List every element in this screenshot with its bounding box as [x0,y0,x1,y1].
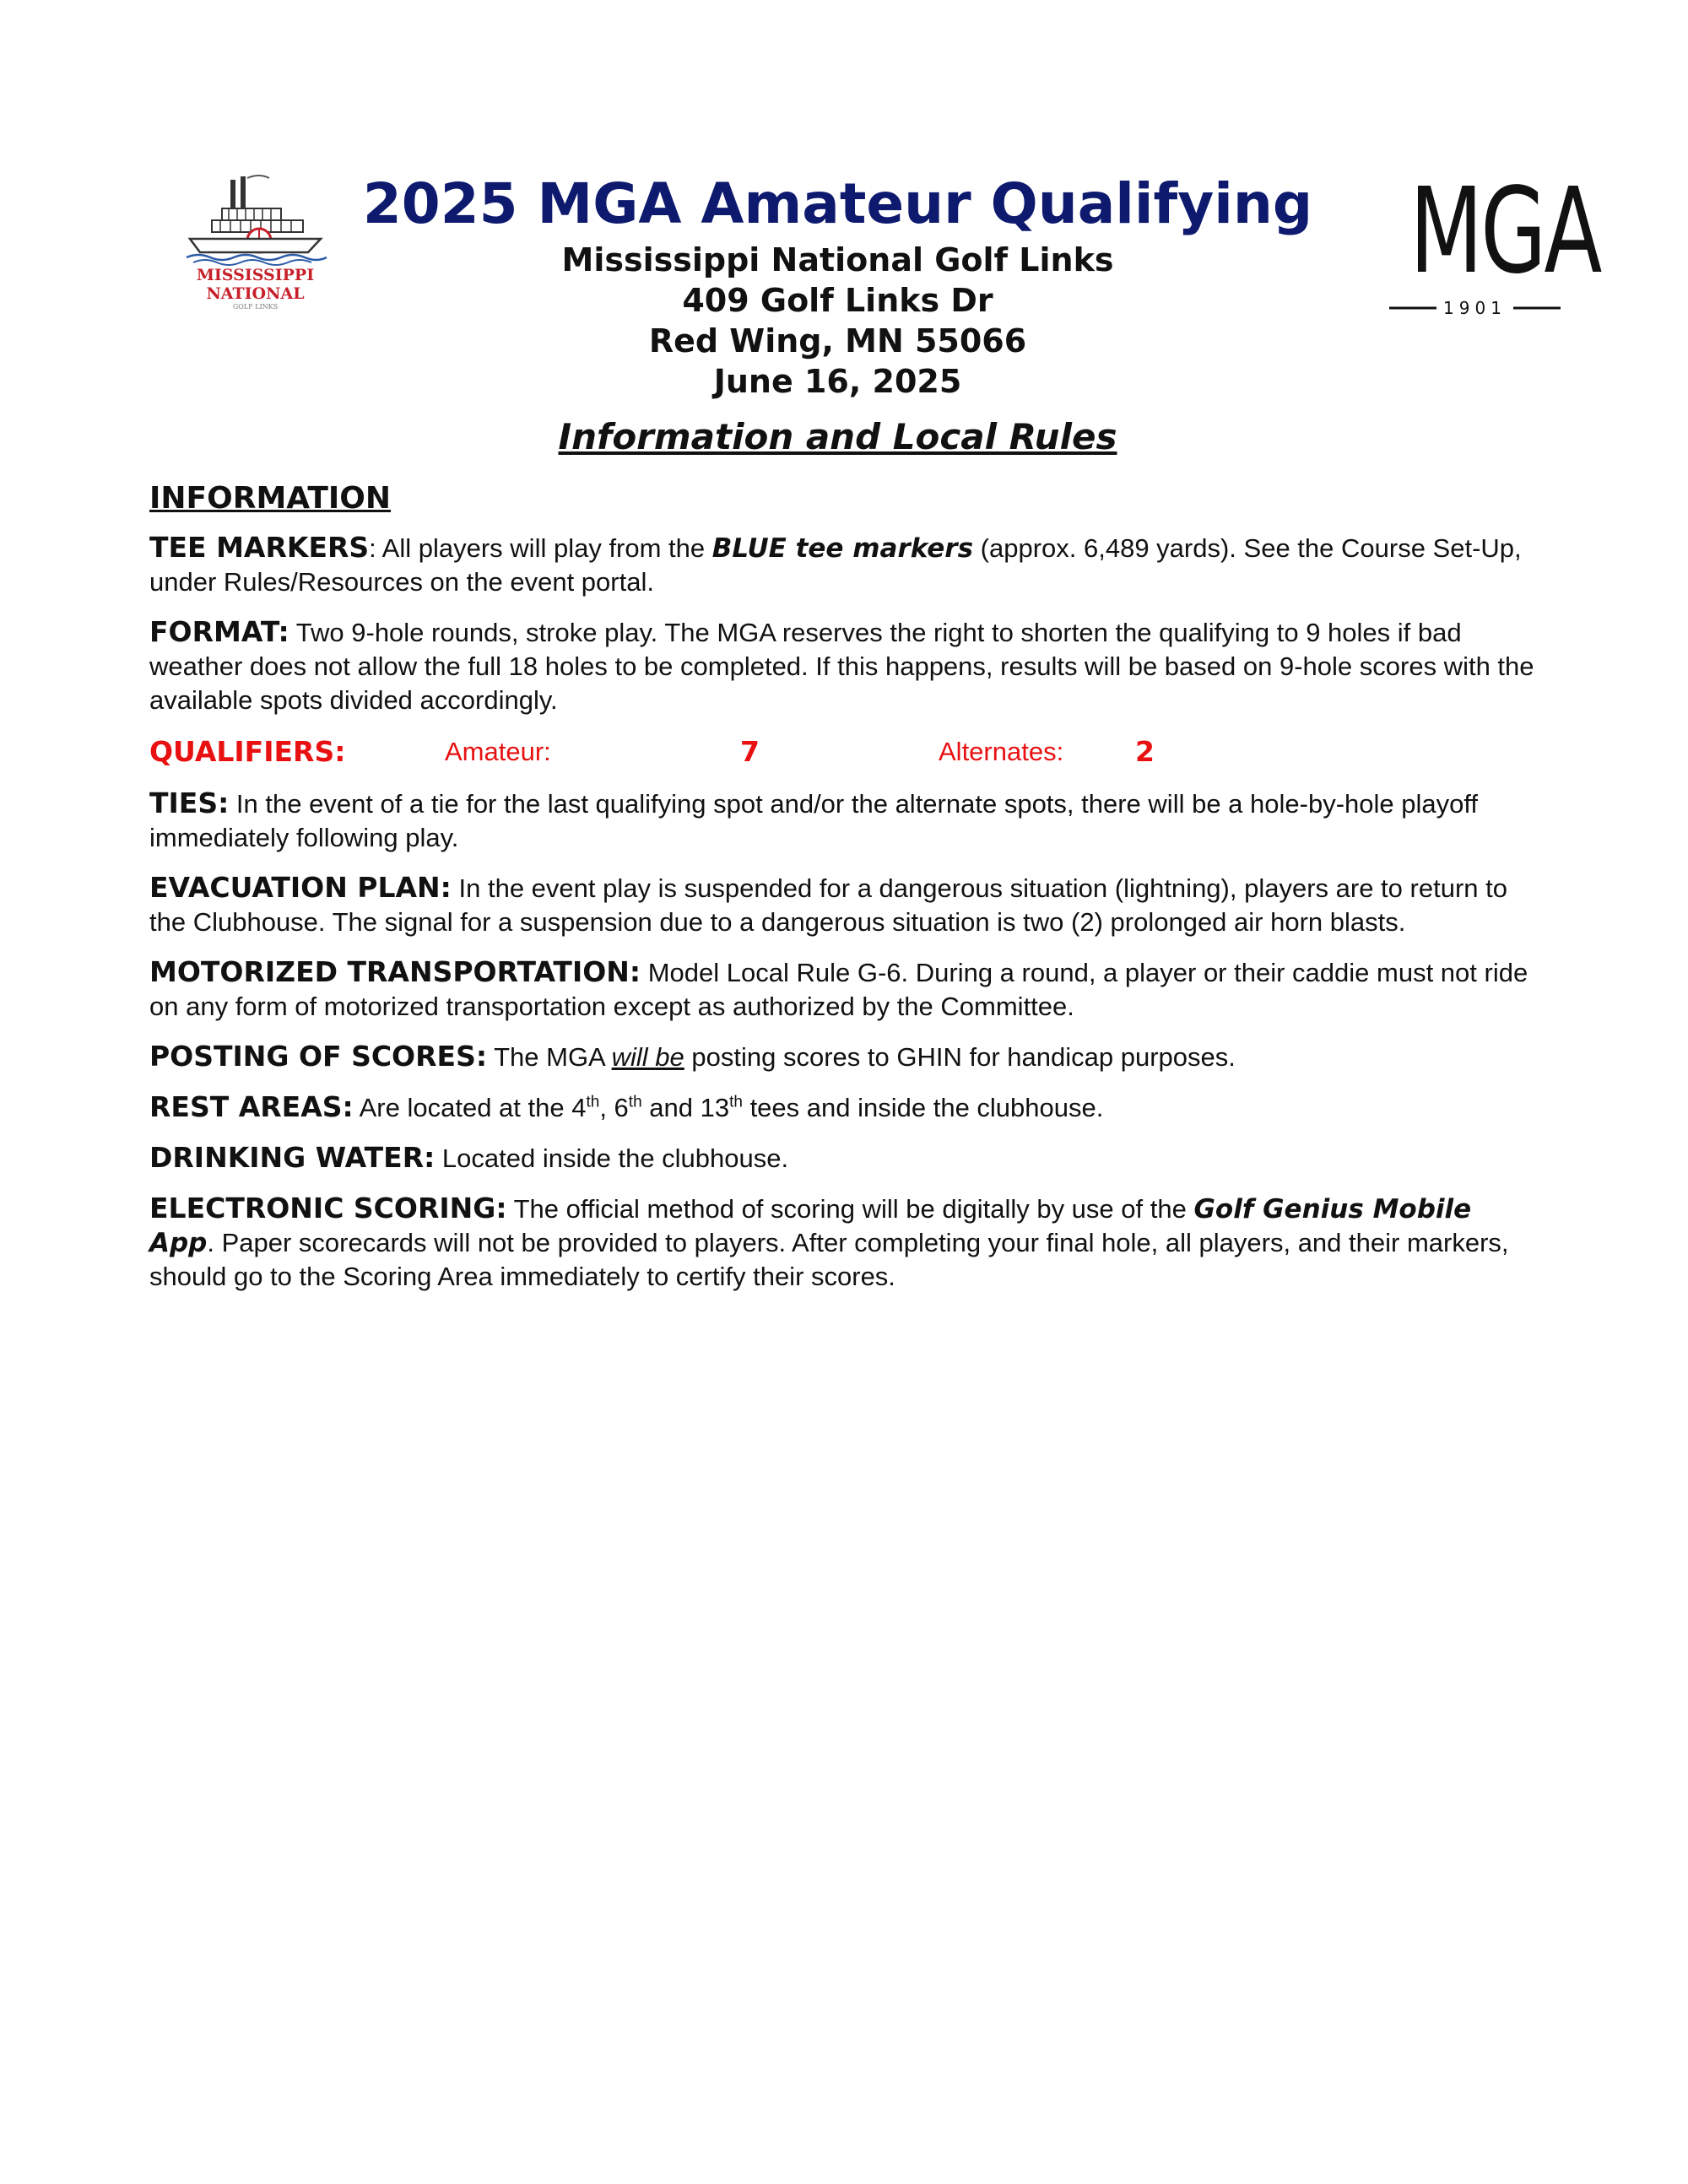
rest-areas-sup-b: th [628,1093,642,1111]
mga-logo [1384,163,1600,325]
posting-emphasis: will be [611,1042,684,1072]
rest-areas-paragraph [149,1090,1542,1125]
electronic-scoring-text-a: The official method of scoring will be digitally by use of the [506,1194,1194,1224]
electronic-scoring-label: ELECTRONIC SCORING: [149,1192,507,1224]
alternates-value: 2 [1135,735,1155,768]
tee-markers-text-a: : All players will play from the [369,533,712,563]
tee-markers-text-b: (approx. 6,489 yards). See the Course Set-Up, under Rules/Resources on the event portal. [149,533,1522,597]
rest-areas-label: REST AREAS: [149,1090,354,1123]
mga-logo-letters: MGA [1409,163,1600,300]
format-text: Two 9-hole rounds, stroke play. The MGA reserves the right to shorten the qualifying to 9 holes if bad weather does not allow the full 18 holes to be completed. If this happens, results will be based on 9-hole scores with the available spots divided accordingly. [149,618,1534,715]
venue-street: 409 Golf Links Dr [682,282,993,319]
mga-logo-year: 1901 [1443,298,1507,318]
mississippi-national-logo [181,173,329,316]
evacuation-paragraph [149,871,1542,939]
venue-name: Mississippi National Golf Links [561,241,1114,278]
tee-markers-paragraph [149,531,1542,599]
electronic-scoring-paragraph [149,1192,1542,1294]
rest-areas-text-b: , 6 [599,1093,629,1122]
posting-paragraph [149,1040,1542,1074]
drinking-water-text: Located inside the clubhouse. [435,1143,789,1173]
venue-city: Red Wing, MN 55066 [648,322,1027,359]
logo-left-line3: GOLF LINKS [232,303,279,311]
page-title: 2025 MGA Amateur Qualifying [362,171,1313,236]
evacuation-label: EVACUATION PLAN: [149,871,452,904]
alternates-label: Alternates: [939,737,1064,766]
qualifiers-label: QUALIFIERS: [149,735,346,768]
ties-paragraph [149,787,1542,855]
logo-left-line1: MISSISSIPPI [196,266,315,284]
motorized-text: Model Local Rule G-6. During a round, a player or their caddie must not ride on any form of motorized transportation except as authorized by the Committee. [149,958,1528,1021]
drinking-water-paragraph [149,1141,1542,1176]
event-date: June 16, 2025 [713,363,962,400]
posting-label: POSTING OF SCORES: [149,1040,488,1073]
section-heading: Information and Local Rules [558,416,1117,457]
rest-areas-text-c: and 13 [641,1093,730,1122]
information-content [149,477,1542,1310]
amateur-label: Amateur: [445,737,551,766]
rest-areas-text-d: tees and inside the clubhouse. [742,1093,1104,1122]
rest-areas-sup-c: th [729,1093,743,1111]
information-heading: INFORMATION [149,481,392,516]
motorized-paragraph [149,955,1542,1024]
ties-text: In the event of a tie for the last qualifying spot and/or the alternate spots, there will be a hole-by-hole playoff immediately following play. [149,789,1479,852]
header [338,169,1338,402]
ties-label: TIES: [149,787,230,819]
format-paragraph [149,615,1542,717]
posting-text-b: posting scores to GHIN for handicap purposes. [684,1042,1236,1072]
electronic-scoring-emphasis: Golf Genius Mobile App [149,1194,1472,1258]
motorized-label: MOTORIZED TRANSPORTATION: [149,955,641,988]
amateur-value: 7 [740,735,760,768]
electronic-scoring-text-b: . Paper scorecards will not be provided to players. After completing your final hole, all players, and their markers, should go to the Scoring Area immediately to certify their scores. [149,1228,1509,1291]
evacuation-text: In the event play is suspended for a dangerous situation (lightning), players are to return to the Clubhouse. The signal for a suspension due to a dangerous situation is two (2) prolonged air horn blasts. [149,873,1507,937]
tee-markers-label: TEE MARKERS [149,531,370,564]
rest-areas-sup-a: th [586,1093,600,1111]
logo-left-line2: NATIONAL [206,284,305,303]
tee-markers-emphasis: BLUE tee markers [711,533,974,564]
rest-areas-text-a: Are located at the 4 [353,1093,587,1122]
posting-text-a: The MGA [487,1042,612,1072]
drinking-water-label: DRINKING WATER: [149,1141,436,1174]
qualifiers-row [149,733,1542,770]
format-label: FORMAT: [149,615,289,648]
